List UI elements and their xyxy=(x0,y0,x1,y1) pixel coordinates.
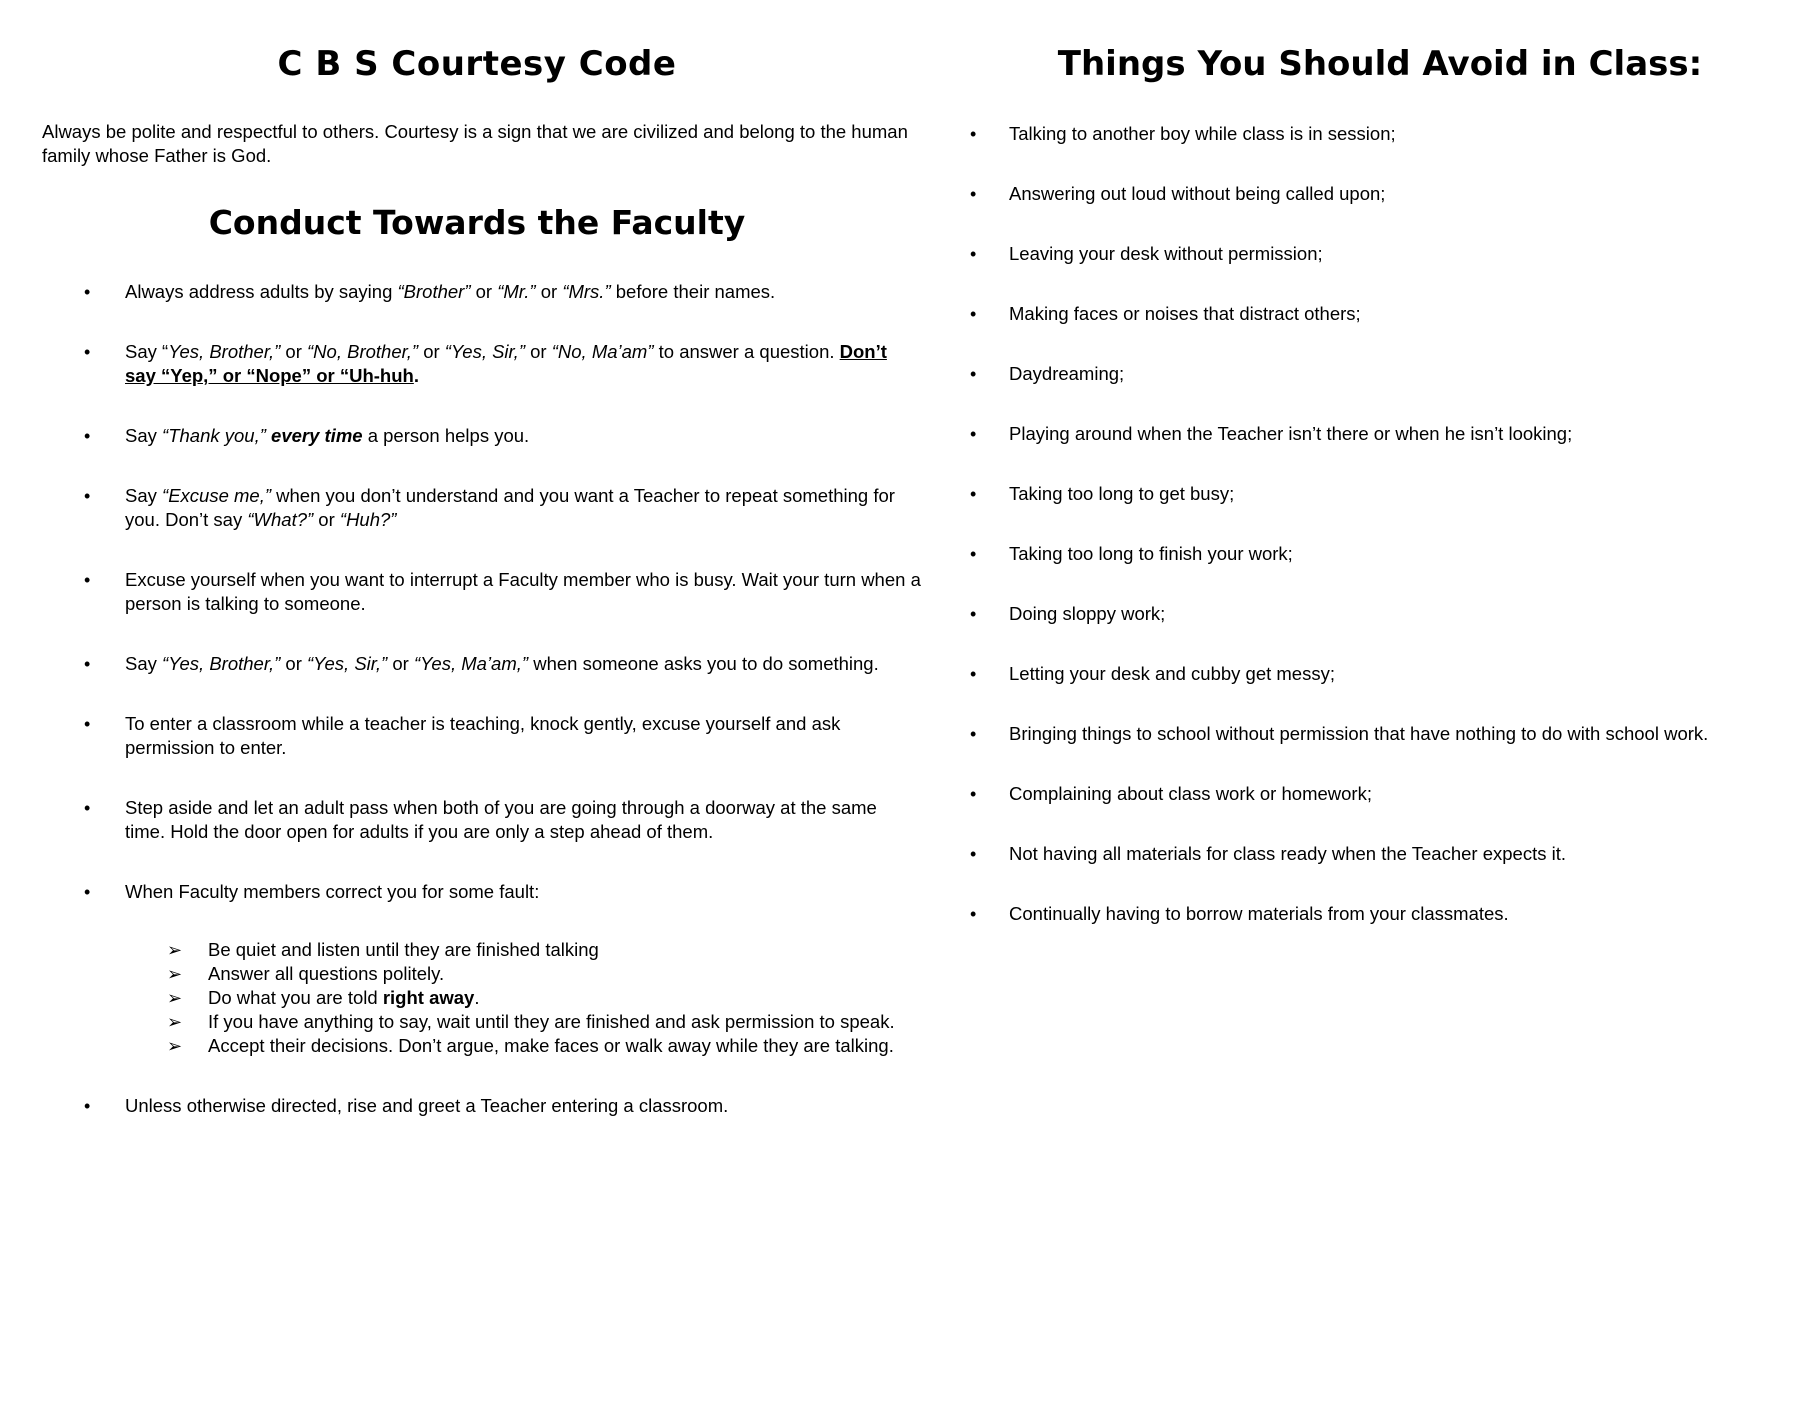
bullet-icon: • xyxy=(970,844,977,864)
list-item: • Not having all materials for class ready when the Teacher expects it. xyxy=(970,843,1566,864)
list-item xyxy=(42,424,922,448)
list-item xyxy=(42,340,922,388)
page-title: C B S Courtesy Code xyxy=(277,44,677,84)
list-item: • Talking to another boy while class is in session; xyxy=(970,123,1396,144)
bullet-icon: • xyxy=(970,364,977,384)
item-text: Say “Thank you,” every time a person helps you. xyxy=(125,425,530,446)
sub-list-item: ➢ Do what you are told right away. xyxy=(167,987,480,1008)
arrow-bullet-icon: ➢ xyxy=(167,988,183,1008)
item-text: Say “Excuse me,” when you don’t understand and you want a Teacher to repeat something for you. Don’t say “What?” or “Huh?” xyxy=(125,485,895,530)
sub-list-item: ➢ Be quiet and listen until they are finished talking xyxy=(167,939,599,960)
bullet-icon: • xyxy=(970,124,977,144)
bullet-icon: • xyxy=(970,904,977,924)
list-item: • Complaining about class work or homework; xyxy=(970,783,1372,804)
list-item: • Playing around when the Teacher isn’t there or when he isn’t looking; xyxy=(970,423,1573,444)
bullet-icon: • xyxy=(970,664,977,684)
bullet-icon: • xyxy=(84,654,91,674)
item-text: Unless otherwise directed, rise and greet a Teacher entering a classroom. xyxy=(125,1095,729,1116)
bullet-icon: • xyxy=(970,784,977,804)
list-item xyxy=(42,280,922,304)
bullet-icon: • xyxy=(84,798,91,818)
list-item: • Daydreaming; xyxy=(970,363,1125,384)
arrow-bullet-icon: ➢ xyxy=(167,1012,183,1032)
list-item: • Continually having to borrow materials from your classmates. xyxy=(970,903,1509,924)
bullet-icon: • xyxy=(970,244,977,264)
sub-list-item: ➢ Accept their decisions. Don’t argue, make faces or walk away while they are talking. xyxy=(167,1035,894,1056)
faculty-conduct-list xyxy=(42,280,922,1154)
bullet-icon: • xyxy=(84,1096,91,1116)
list-item xyxy=(42,484,922,532)
bullet-icon: • xyxy=(84,282,91,302)
list-item: • Making faces or noises that distract others; xyxy=(970,303,1361,324)
avoid-list xyxy=(970,122,1790,962)
bullet-icon: • xyxy=(970,304,977,324)
list-item: • Doing sloppy work; xyxy=(970,603,1166,624)
dont-say-emphasis: Don’t say “Yep,” or “Nope” or “Uh-huh xyxy=(125,341,887,386)
arrow-bullet-icon: ➢ xyxy=(167,1036,183,1056)
intro-paragraph: Always be polite and respectful to others. Courtesy is a sign that we are civilized and belong to the human family whose Father is God. xyxy=(42,121,908,166)
bullet-icon: • xyxy=(970,184,977,204)
bullet-icon: • xyxy=(970,484,977,504)
bullet-icon: • xyxy=(84,714,91,734)
bullet-icon: • xyxy=(84,486,91,506)
correction-sub-list xyxy=(125,938,922,1058)
section-title-faculty: Conduct Towards the Faculty xyxy=(208,203,746,242)
list-item xyxy=(42,1094,922,1118)
sub-list-item: ➢ Answer all questions politely. xyxy=(167,963,445,984)
bullet-icon: • xyxy=(84,570,91,590)
item-text: Say “Yes, Brother,” or “No, Brother,” or “Yes, Sir,” or “No, Ma’am” to answer a question. Don’t say “Yep,” or “Nope” or “Uh-huh. xyxy=(125,341,887,386)
item-text: Step aside and let an adult pass when both of you are going through a doorway at the same time. Hold the door open for adults if you are only a step ahead of them. xyxy=(125,797,877,842)
bullet-icon: • xyxy=(84,342,91,362)
arrow-bullet-icon: ➢ xyxy=(167,940,183,960)
item-text: Say “Yes, Brother,” or “Yes, Sir,” or “Yes, Ma’am,” when someone asks you to do something. xyxy=(125,653,879,674)
list-item: • Leaving your desk without permission; xyxy=(970,243,1323,264)
item-text: When Faculty members correct you for some fault: xyxy=(125,881,540,902)
list-item xyxy=(42,652,922,676)
list-item: • Letting your desk and cubby get messy; xyxy=(970,663,1335,684)
arrow-bullet-icon: ➢ xyxy=(167,964,183,984)
item-text: Always address adults by saying “Brother” or “Mr.” or “Mrs.” before their names. xyxy=(125,281,776,302)
item-text: To enter a classroom while a teacher is teaching, knock gently, excuse yourself and ask permission to enter. xyxy=(125,713,841,758)
bullet-icon: • xyxy=(970,604,977,624)
list-item xyxy=(42,712,922,760)
bullet-icon: • xyxy=(970,544,977,564)
bullet-icon: • xyxy=(970,424,977,444)
list-item: • Taking too long to get busy; xyxy=(970,483,1235,504)
bullet-icon: • xyxy=(84,426,91,446)
list-item: • Bringing things to school without permission that have nothing to do with school work. xyxy=(970,723,1709,744)
bullet-icon: • xyxy=(84,882,91,902)
bullet-icon: • xyxy=(970,724,977,744)
list-item: • Answering out loud without being called upon; xyxy=(970,183,1386,204)
list-item xyxy=(42,796,922,844)
avoid-title: Things You Should Avoid in Class: xyxy=(1057,44,1703,84)
sub-list-item: ➢ If you have anything to say, wait until they are finished and ask permission to speak. xyxy=(167,1011,895,1032)
item-text: Excuse yourself when you want to interrupt a Faculty member who is busy. Wait your turn when a person is talking to someone. xyxy=(125,569,921,614)
list-item: • Taking too long to finish your work; xyxy=(970,543,1293,564)
list-item xyxy=(42,880,922,1058)
list-item xyxy=(42,568,922,616)
